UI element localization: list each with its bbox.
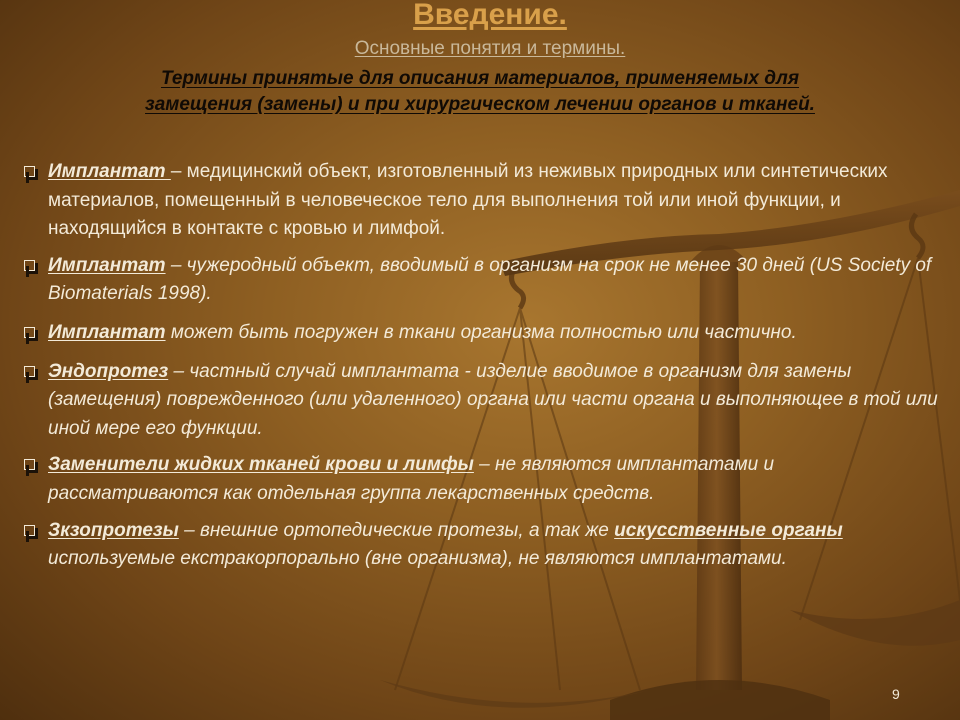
term-item	[24, 517, 944, 574]
page-number: 9	[892, 686, 900, 702]
slide-title: Введение.	[413, 0, 567, 31]
term-definition: – чужеродный объект, вводимый в организм на срок не менее 30 дней (US Society of Biomaterials 1998).	[48, 254, 932, 305]
term-keyword: Зкзопротезы	[48, 519, 179, 541]
term-definition: – не являются имплантатами и рассматриваются как отдельная группа лекарственных средств.	[48, 454, 775, 504]
heading-line-2: замещения (замены) и при хирургическом лечении органов и тканей.	[145, 94, 815, 115]
term-keyword: Имплантат	[48, 321, 166, 343]
right-pan	[790, 600, 960, 646]
checkbox-bullet-icon	[24, 166, 35, 177]
term-definition-continued: используемые екстракорпорально (вне организма), не являются имплантатами.	[48, 548, 787, 570]
terms-list	[24, 158, 944, 582]
term-item	[24, 451, 944, 508]
left-pan	[380, 680, 650, 708]
term-keyword: Имплантат	[48, 161, 171, 182]
term-definition: – внешние ортопедические протезы, а так же	[178, 519, 615, 541]
term-definition: может быть погружен в ткани организма полностью или частично.	[165, 321, 797, 343]
checkbox-bullet-icon	[24, 327, 35, 338]
checkbox-bullet-icon	[24, 366, 35, 377]
term-definition: – медицинский объект, изготовленный из неживых природных или синтетических материалов, помещенный в человеческое тело для выполнения той или иной функции, и находящийся в контакте с кровью и лимфой.	[48, 161, 888, 240]
slide-subtitle: Основные понятия и термины.	[354, 38, 626, 59]
term-keyword: Эндопротез	[48, 360, 169, 382]
term-item	[24, 358, 944, 444]
scale-base	[610, 680, 830, 720]
checkbox-bullet-icon	[24, 525, 35, 536]
checkbox-bullet-icon	[24, 260, 35, 271]
term-keyword: Имплантат	[48, 254, 166, 276]
checkbox-bullet-icon	[24, 459, 35, 470]
term-definition: – частный случай имплантата - изделие вводимое в организм для замены (замещения) поврежденного (или удаленного) органа или части органа и выполняющее в той или иной мере его функции.	[48, 360, 938, 439]
term-keyword-secondary: искусственные органы	[614, 519, 843, 541]
term-item	[24, 319, 944, 348]
term-item	[24, 252, 944, 309]
term-keyword: Заменители жидких тканей крови и лимфы	[48, 454, 474, 476]
term-item	[24, 158, 944, 244]
slide-heading	[45, 66, 915, 118]
heading-line-1: Термины принятые для описания материалов, применяемых для	[160, 68, 800, 89]
